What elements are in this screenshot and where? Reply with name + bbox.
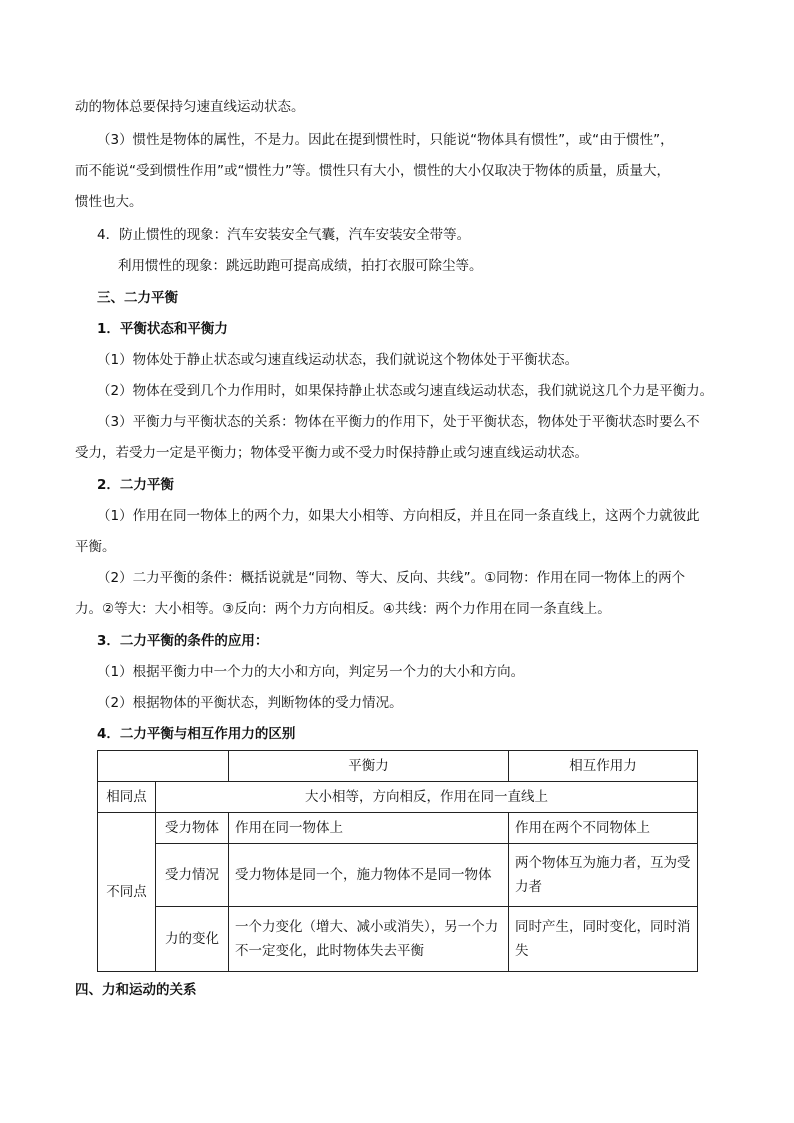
table-row bbox=[98, 907, 698, 972]
paragraph-line: （1）作用在同一物体上的两个力，如果大小相等、方向相反，并且在同一条直线上，这两个力就彼此 bbox=[97, 508, 700, 524]
balance-cell: 一个力变化（增大、减小或消失），另一个力不一定变化，此时物体失去平衡 bbox=[229, 907, 509, 972]
same-label: 相同点 bbox=[98, 782, 156, 813]
interaction-cell: 同时产生，同时变化，同时消失 bbox=[509, 907, 698, 972]
subsection-heading: 1．平衡状态和平衡力 bbox=[97, 321, 228, 337]
table-corner-cell bbox=[98, 751, 229, 782]
paragraph-line: （1）物体处于静止状态或匀速直线运动状态，我们就说这个物体处于平衡状态。 bbox=[97, 352, 579, 368]
table-row bbox=[98, 813, 698, 844]
aspect-cell: 受力情况 bbox=[156, 844, 229, 907]
paragraph-line: （3）平衡力与平衡状态的关系：物体在平衡力的作用下，处于平衡状态，物体处于平衡状态时要么不 bbox=[97, 414, 700, 430]
paragraph-line: （2）二力平衡的条件：概括说就是“同物、等大、反向、共线”。①同物：作用在同一物体上的两个 bbox=[97, 570, 686, 586]
balance-cell: 受力物体是同一个，施力物体不是同一物体 bbox=[229, 844, 509, 907]
aspect-cell: 受力物体 bbox=[156, 813, 229, 844]
header-balance-force: 平衡力 bbox=[229, 751, 509, 782]
subsection-heading: 4．二力平衡与相互作用力的区别 bbox=[97, 726, 296, 742]
balance-cell: 作用在同一物体上 bbox=[229, 813, 509, 844]
table-row bbox=[98, 844, 698, 907]
section-heading: 四、力和运动的关系 bbox=[75, 982, 197, 998]
paragraph-line: （1）根据平衡力中一个力的大小和方向，判定另一个力的大小和方向。 bbox=[97, 664, 525, 680]
aspect-cell: 力的变化 bbox=[156, 907, 229, 972]
paragraph-line: 利用惯性的现象：跳远助跑可提高成绩，拍打衣服可除尘等。 bbox=[118, 258, 483, 274]
paragraph-line: 而不能说“受到惯性作用”或“惯性力”等。惯性只有大小，惯性的大小仅取决于物体的质量，质量大， bbox=[75, 163, 670, 179]
paragraph-line: 惯性也大。 bbox=[75, 194, 143, 210]
diff-label: 不同点 bbox=[98, 813, 156, 972]
paragraph-line: 受力，若受力一定是平衡力；物体受平衡力或不受力时保持静止或匀速直线运动状态。 bbox=[75, 445, 588, 461]
paragraph-line: 4．防止惯性的现象：汽车安装安全气囊，汽车安装安全带等。 bbox=[97, 227, 471, 243]
paragraph-line: 力。②等大：大小相等。③反向：两个力方向相反。④共线：两个力作用在同一条直线上。 bbox=[75, 601, 611, 617]
subsection-heading: 3．二力平衡的条件的应用： bbox=[97, 633, 269, 649]
paragraph-line: （2）物体在受到几个力作用时，如果保持静止状态或匀速直线运动状态，我们就说这几个力是平衡力。 bbox=[97, 383, 714, 399]
table-header-row bbox=[98, 751, 698, 782]
same-value: 大小相等，方向相反，作用在同一直线上 bbox=[156, 782, 698, 813]
table-row bbox=[98, 782, 698, 813]
paragraph-line: （3）惯性是物体的属性，不是力。因此在提到惯性时，只能说“物体具有惯性”，或“由于惯性”， bbox=[97, 132, 674, 148]
paragraph-line: （2）根据物体的平衡状态，判断物体的受力情况。 bbox=[97, 695, 403, 711]
paragraph-line: 动的物体总要保持匀速直线运动状态。 bbox=[75, 99, 305, 115]
subsection-heading: 2．二力平衡 bbox=[97, 477, 174, 493]
header-interaction-force: 相互作用力 bbox=[509, 751, 698, 782]
comparison-table bbox=[97, 750, 698, 972]
interaction-cell: 两个物体互为施力者，互为受力者 bbox=[509, 844, 698, 907]
section-heading: 三、二力平衡 bbox=[97, 290, 178, 306]
paragraph-line: 平衡。 bbox=[75, 539, 116, 555]
interaction-cell: 作用在两个不同物体上 bbox=[509, 813, 698, 844]
